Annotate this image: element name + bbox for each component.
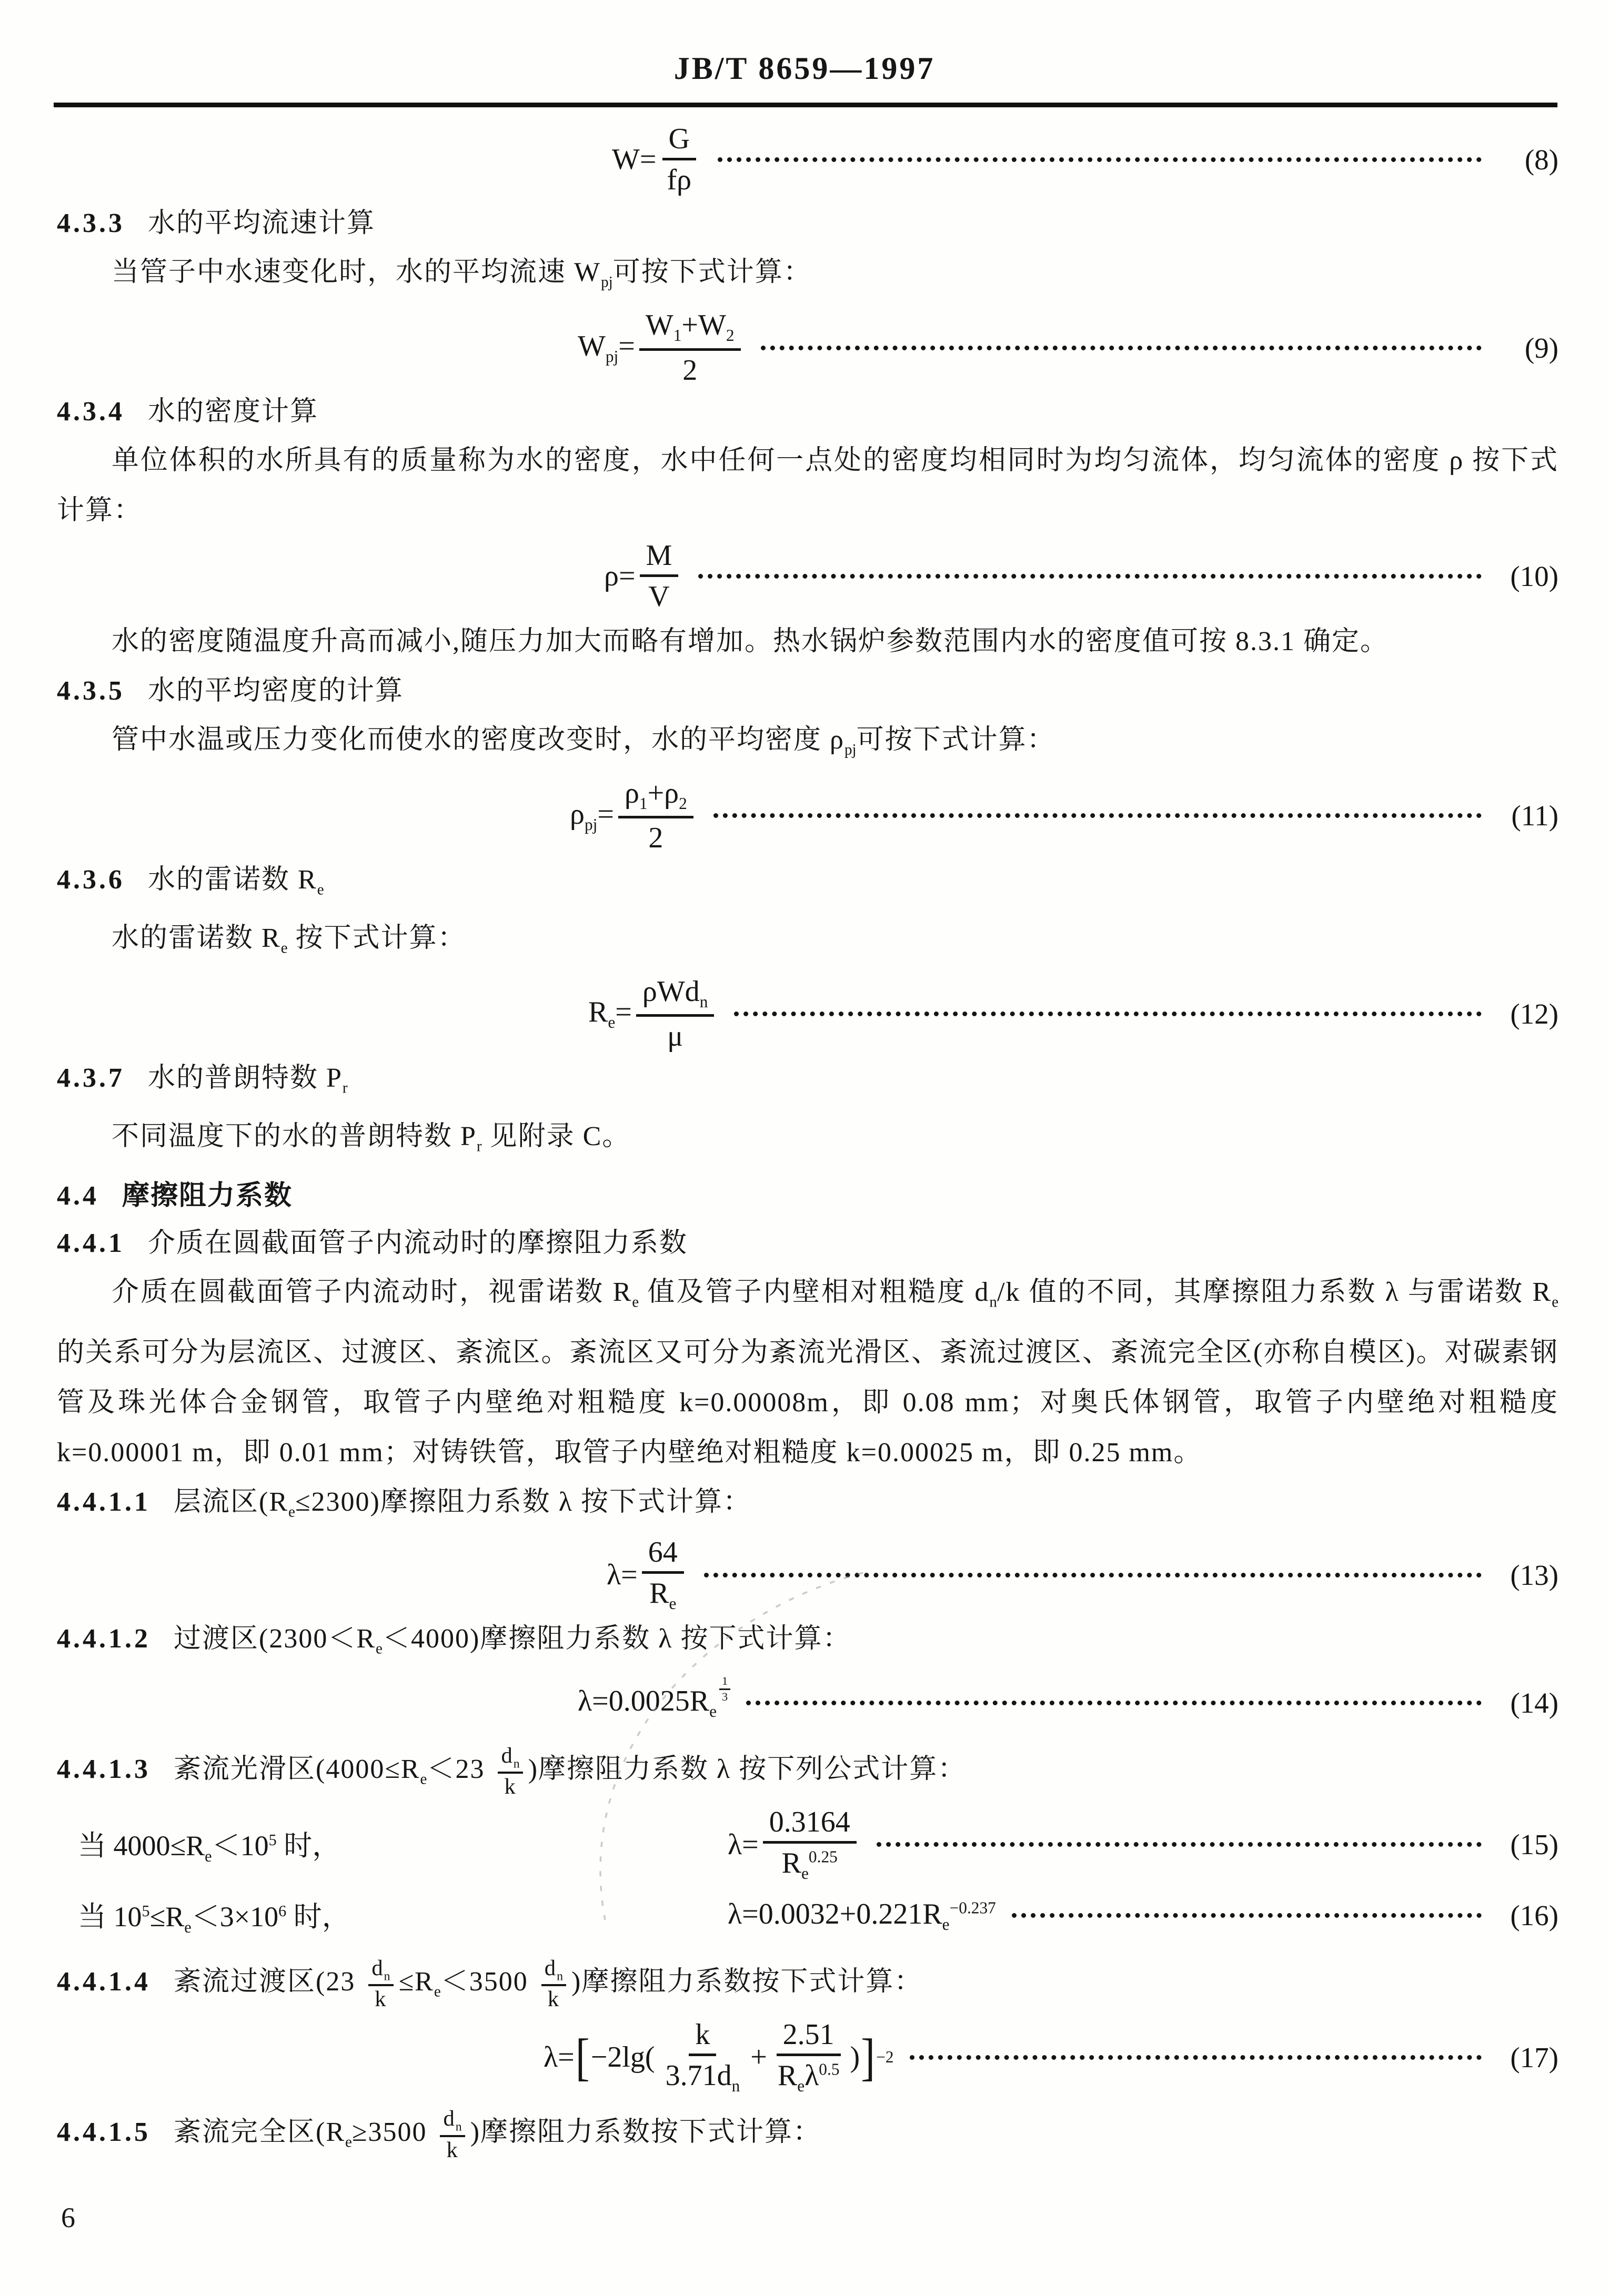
subscript: n xyxy=(557,1969,563,1984)
symbol: W xyxy=(645,309,673,342)
clause-title: 水的平均密度的计算 xyxy=(148,676,404,706)
dot-leader xyxy=(910,2055,1482,2060)
text-segment: 紊流完全区(R xyxy=(174,2117,346,2148)
dot-leader xyxy=(704,1573,1482,1577)
text-segment: ≤R xyxy=(398,1966,434,1997)
formula-8-lhs: W= xyxy=(612,143,657,176)
formula-13 xyxy=(607,1537,688,1613)
superscript: 0.5 xyxy=(819,2060,840,2079)
fraction-numerator: 2.51 xyxy=(777,2019,841,2056)
dot-leader xyxy=(877,1842,1482,1847)
symbol: λ=0.0025R xyxy=(578,1685,710,1718)
clause-4-4-1-3-heading xyxy=(57,1736,1558,1804)
document-content xyxy=(0,107,1609,2168)
text-segment: ＜10 xyxy=(212,1830,269,1862)
symbol: λ=0.0032+0.221R xyxy=(728,1897,942,1930)
text-segment: 管中水温或压力变化而使水的密度改变时，水的平均密度 ρ xyxy=(112,725,844,755)
clause-title xyxy=(174,1955,923,2012)
formula-11-row xyxy=(57,776,1558,855)
text-segment: 过渡区(2300＜R xyxy=(174,1624,376,1654)
equation-number-17: (17) xyxy=(1510,2041,1558,2074)
clause-4-3-4-paragraph: 单位体积的水所具有的质量称为水的密度，水中任何一点处的密度均相同时为均匀流体，均匀流体的密度 ρ 按下式计算： xyxy=(57,446,1558,526)
clause-title xyxy=(174,1486,752,1521)
subscript: n xyxy=(699,992,708,1011)
subscript: e xyxy=(317,881,324,898)
symbol: +W xyxy=(681,309,726,342)
subscript: r xyxy=(342,1079,348,1096)
formula-16 xyxy=(728,1897,996,1934)
fraction-denominator xyxy=(659,2056,747,2095)
equation-number-13: (13) xyxy=(1510,1559,1558,1591)
formula-13-lhs: λ= xyxy=(607,1559,638,1592)
symbol: R xyxy=(777,2059,798,2092)
clause-number: 4.4.1.4 xyxy=(57,1966,150,1997)
clause-number: 4.3.3 xyxy=(57,208,125,238)
dn-over-k-fraction xyxy=(541,1957,566,2011)
text-segment: 可按下式计算： xyxy=(856,725,1055,755)
page-number: 6 xyxy=(61,2202,75,2233)
text-segment: 紊流光滑区(4000≤R xyxy=(174,1754,420,1784)
formula-15-denominator xyxy=(776,1844,844,1883)
formula-12 xyxy=(588,976,718,1052)
text-segment: ＜3500 xyxy=(440,1966,536,1997)
subscript: n xyxy=(731,2077,740,2096)
symbol: d xyxy=(544,1955,557,1980)
superscript: −0.237 xyxy=(949,1898,996,1917)
fraction-denominator: k xyxy=(547,1987,560,2012)
formula-9-row xyxy=(57,308,1558,387)
formula-15-row xyxy=(57,1805,1558,1884)
text-segment: 介质在圆截面管子内流动时，视雷诺数 R xyxy=(112,1277,632,1308)
dn-over-k-fraction xyxy=(440,2107,465,2162)
clause-4-4-1-4-heading xyxy=(57,1948,1558,2017)
subscript: pj xyxy=(844,741,857,758)
clause-4-4-1-heading xyxy=(57,1221,1558,1266)
formula-9-denominator: 2 xyxy=(682,353,698,387)
dot-leader xyxy=(718,157,1482,162)
fraction-denominator: k xyxy=(504,1774,517,1799)
text-segment: )摩擦阻力系数按下式计算： xyxy=(470,2117,822,2148)
dot-leader xyxy=(713,813,1482,818)
fraction-denominator xyxy=(771,2056,846,2095)
formula-14-row xyxy=(57,1673,1558,1734)
subscript: e xyxy=(345,2133,352,2151)
clause-number: 4.4.1 xyxy=(57,1228,125,1259)
page-footer xyxy=(61,2201,75,2234)
equation-number-9: (9) xyxy=(1524,331,1558,364)
clause-4-3-4-heading xyxy=(57,389,1558,434)
symbol: λ xyxy=(804,2059,819,2092)
subscript: e xyxy=(205,1847,212,1866)
text-segment: 可按下式计算： xyxy=(612,257,812,287)
dn-over-k-fraction xyxy=(368,1957,393,2011)
text-segment: 按下式计算： xyxy=(287,923,466,954)
dn-over-k-fraction xyxy=(498,1744,522,1799)
formula-11-numerator xyxy=(618,778,693,818)
formula-8 xyxy=(612,124,702,196)
formula-11 xyxy=(570,778,698,854)
equation-number-16: (16) xyxy=(1510,1899,1558,1932)
clause-number: 4.3.4 xyxy=(57,397,125,427)
text-segment: 水的雷诺数 R xyxy=(148,864,317,895)
equals-sign: = xyxy=(597,797,614,831)
subscript: r xyxy=(476,1138,482,1155)
clause-number: 4.4.1.5 xyxy=(57,2117,150,2148)
symbol: d xyxy=(443,2106,456,2131)
text-segment: 当 4000≤R xyxy=(78,1830,205,1862)
text-segment: ≤2300)摩擦阻力系数 λ 按下式计算： xyxy=(295,1486,752,1517)
symbol: ρWd xyxy=(642,975,700,1008)
superscript: 5 xyxy=(142,1902,150,1920)
subscript: e xyxy=(801,1864,809,1883)
dot-leader xyxy=(746,1701,1482,1705)
formula-11-fraction xyxy=(618,778,693,854)
text-segment: ＜4000)摩擦阻力系数 λ 按下式计算： xyxy=(382,1624,851,1654)
clause-number: 4.4.1.2 xyxy=(57,1624,150,1654)
formula-8-numerator: G xyxy=(662,124,696,160)
symbol: R xyxy=(649,1576,669,1610)
clause-title: 摩擦阻力系数 xyxy=(122,1181,293,1211)
equation-number-11: (11) xyxy=(1511,800,1558,832)
text-segment: 时， xyxy=(286,1901,350,1933)
clause-4-4-1-paragraph xyxy=(57,1267,1558,1477)
dot-leader xyxy=(1012,1913,1482,1918)
left-bracket: [ xyxy=(575,2028,590,2086)
formula-8-denominator: fρ xyxy=(667,163,692,196)
clause-4-3-6-paragraph xyxy=(57,913,1558,973)
formula-13-numerator: 64 xyxy=(642,1537,684,1574)
symbol: d xyxy=(371,1955,384,1980)
text-segment: 见附录 C。 xyxy=(481,1121,631,1151)
formula-16-row xyxy=(57,1885,1558,1946)
formula-15 xyxy=(728,1807,861,1883)
subscript: e xyxy=(942,1915,950,1934)
symbol: W xyxy=(578,330,606,363)
formula-11-denominator: 2 xyxy=(648,821,663,854)
text-segment: 层流区(R xyxy=(174,1486,289,1517)
text-segment: 时， xyxy=(276,1830,341,1862)
text-segment: 水的雷诺数 R xyxy=(112,923,281,954)
equals-sign: = xyxy=(615,996,632,1029)
symbol: 3.71d xyxy=(665,2059,732,2092)
subscript: n xyxy=(384,1969,390,1984)
clause-4-3-5-heading xyxy=(57,669,1558,714)
formula-16-condition xyxy=(78,1894,728,1937)
subscript: pj xyxy=(605,347,619,366)
clause-4-3-7-heading xyxy=(57,1056,1558,1110)
text-segment: /k 值的不同，其摩擦阻力系数 λ 与雷诺数 R xyxy=(997,1277,1552,1308)
dot-leader xyxy=(761,346,1482,350)
clause-number: 4.4 xyxy=(57,1181,99,1211)
formula-14-body xyxy=(578,1684,717,1721)
formula-10-row xyxy=(57,537,1558,615)
subscript: n xyxy=(455,2120,462,2134)
subscript: 2 xyxy=(679,794,687,813)
clause-4-3-6-heading xyxy=(57,857,1558,912)
subscript: e xyxy=(184,1918,192,1937)
subscript: e xyxy=(632,1293,639,1311)
fraction-numerator xyxy=(440,2107,465,2137)
subscript: e xyxy=(709,1702,717,1721)
formula-9-numerator xyxy=(639,310,741,350)
clause-number: 4.3.7 xyxy=(57,1063,125,1093)
formula-10 xyxy=(604,540,682,612)
fraction-numerator xyxy=(498,1744,522,1774)
superscript: 0.25 xyxy=(808,1847,838,1866)
formula-17-lhs: λ= xyxy=(544,2041,575,2074)
plus-sign: + xyxy=(750,2041,767,2074)
text-segment: 不同温度下的水的普朗特数 P xyxy=(112,1121,477,1151)
formula-13-row xyxy=(57,1535,1558,1614)
equation-number-14: (14) xyxy=(1510,1687,1558,1720)
formula-12-denominator: μ xyxy=(667,1019,683,1053)
density-note-paragraph: 水的密度随温度升高而减小,随压力加大而略有增加。热水锅炉参数范围内水的密度值可按 8.3.1 确定。 xyxy=(112,626,1389,657)
clause-title xyxy=(148,1063,348,1096)
text-segment: )摩擦阻力系数按下式计算： xyxy=(571,1966,923,1997)
text-segment: 紊流过渡区(23 xyxy=(174,1966,364,1997)
clause-title: 水的密度计算 xyxy=(148,397,319,427)
subscript: 1 xyxy=(639,794,648,813)
equals-sign: = xyxy=(618,330,635,363)
equation-number-15: (15) xyxy=(1510,1828,1558,1861)
equation-number-10: (10) xyxy=(1510,560,1558,592)
subscript: e xyxy=(797,2077,805,2096)
header-rule xyxy=(54,103,1557,107)
formula-9-fraction xyxy=(639,310,741,386)
subscript: e xyxy=(420,1771,427,1788)
formula-14 xyxy=(578,1674,730,1721)
subscript: e xyxy=(288,1503,295,1521)
formula-16-body xyxy=(728,1897,996,1934)
formula-8-row xyxy=(57,120,1558,199)
right-bracket: ] xyxy=(861,2028,876,2086)
formula-15-condition xyxy=(78,1823,728,1866)
page-header xyxy=(0,0,1609,87)
clause-title xyxy=(174,1624,851,1657)
subscript: e xyxy=(434,1983,441,2000)
text-segment: 当管子中水速变化时，水的平均流速 W xyxy=(112,257,601,287)
equation-number-8: (8) xyxy=(1524,143,1558,176)
dot-leader xyxy=(734,1012,1482,1016)
clause-4-3-3-paragraph xyxy=(57,247,1558,307)
subscript: 1 xyxy=(673,326,682,345)
clause-title xyxy=(148,864,324,898)
symbol: R xyxy=(588,996,608,1029)
formula-8-fraction xyxy=(660,124,698,196)
fraction-numerator xyxy=(541,1957,566,1987)
text-segment: ＜3×10 xyxy=(191,1901,279,1933)
formula-15-fraction xyxy=(763,1807,857,1883)
text-segment: 值及管子内壁相对粗糙度 d xyxy=(639,1277,990,1308)
text-segment: 的关系可分为层流区、过渡区、紊流区。紊流区又可分为紊流光滑区、紊流过渡区、紊流完全区(亦称自模区)。对碳素钢管及珠光体合金钢管，取管子内壁绝对粗糙度 k=0.00008m，即 0.08 mm；对奥氏体钢管，取管子内壁绝对粗糙度 k=0.00001 m，即 0.01 mm；对铸铁管，取管子内壁绝对粗糙度 k=0.00025 m，即 0.25 mm。 xyxy=(57,1337,1558,1468)
clause-4-3-5-paragraph xyxy=(57,715,1558,775)
subscript: e xyxy=(280,939,288,957)
text-segment: 当 10 xyxy=(78,1901,142,1933)
formula-17 xyxy=(544,2019,894,2095)
formula-9-lhs xyxy=(578,329,635,366)
symbol: R xyxy=(781,1846,801,1879)
formula-9 xyxy=(578,310,745,386)
fraction-denominator: k xyxy=(375,1987,387,2012)
clause-title xyxy=(174,1743,967,1799)
formula-12-row xyxy=(57,975,1558,1054)
outer-exponent: −2 xyxy=(876,2048,894,2067)
subscript: e xyxy=(376,1640,383,1657)
exponent-denominator: 3 xyxy=(722,1690,728,1704)
subscript: e xyxy=(669,1594,677,1613)
symbol: ρ xyxy=(570,797,585,831)
exponent-numerator: 1 xyxy=(719,1675,730,1690)
subscript: 2 xyxy=(726,326,735,345)
formula-15-numerator: 0.3164 xyxy=(763,1807,857,1844)
exponent-fraction xyxy=(719,1675,730,1703)
subscript: n xyxy=(989,1293,997,1311)
formula-12-numerator xyxy=(636,976,715,1017)
clause-4-4-1-5-heading xyxy=(57,2099,1558,2167)
standard-code: JB/T 8659—1997 xyxy=(673,51,936,86)
clause-4-4-1-1-heading xyxy=(57,1480,1558,1534)
fraction-denominator: k xyxy=(446,2137,459,2162)
text-segment: ≥3500 xyxy=(351,2117,435,2148)
subscript: n xyxy=(513,1757,520,1771)
formula-10-numerator: M xyxy=(640,540,679,577)
formula-10-fraction xyxy=(640,540,679,612)
subscript: pj xyxy=(601,274,613,291)
clause-number: 4.3.6 xyxy=(57,864,125,895)
formula-10-denominator: V xyxy=(648,580,670,613)
fraction-numerator: k xyxy=(689,2019,716,2056)
formula-10-lhs: ρ= xyxy=(604,560,636,593)
dot-leader xyxy=(698,574,1482,579)
subscript: e xyxy=(608,1013,616,1032)
formula-17-fraction-2 xyxy=(771,2019,846,2095)
clause-number: 4.4.1.3 xyxy=(57,1754,150,1784)
fraction-numerator xyxy=(368,1957,393,1987)
formula-12-lhs xyxy=(588,995,632,1032)
clause-4-3-7-paragraph xyxy=(57,1111,1558,1171)
clause-title: 水的平均流速计算 xyxy=(148,208,376,238)
equation-number-12: (12) xyxy=(1510,998,1558,1030)
formula-17-fraction-1 xyxy=(659,2019,747,2095)
formula-12-fraction xyxy=(636,976,715,1052)
formula-17-row xyxy=(57,2018,1558,2097)
clause-4-3-3-heading xyxy=(57,201,1558,246)
superscript: 5 xyxy=(268,1831,277,1849)
clause-4-4-1-2-heading xyxy=(57,1616,1558,1671)
symbol: ρ xyxy=(624,776,639,810)
formula-13-denominator xyxy=(643,1574,682,1613)
clause-4-4-heading xyxy=(57,1174,1558,1219)
symbol: +ρ xyxy=(647,776,679,810)
close-paren: ) xyxy=(850,2041,860,2074)
clause-number: 4.4.1.1 xyxy=(57,1486,150,1517)
text-segment: )摩擦阻力系数 λ 按下列公式计算： xyxy=(528,1754,967,1784)
formula-15-lhs: λ= xyxy=(728,1828,759,1861)
text-segment: ＜23 xyxy=(427,1754,493,1784)
subscript: pj xyxy=(584,815,598,834)
clause-number: 4.3.5 xyxy=(57,676,125,706)
superscript: 6 xyxy=(278,1902,287,1920)
symbol: d xyxy=(501,1743,514,1768)
clause-title: 介质在圆截面管子内流动时的摩擦阻力系数 xyxy=(148,1228,688,1259)
text-segment: ≤R xyxy=(149,1901,185,1933)
subscript: e xyxy=(1552,1293,1558,1311)
text-segment: 水的普朗特数 P xyxy=(148,1063,343,1093)
formula-11-lhs xyxy=(570,797,614,834)
clause-title xyxy=(174,2106,822,2162)
formula-13-fraction xyxy=(642,1537,684,1613)
formula-17-log-part: −2lg( xyxy=(590,2041,655,2074)
